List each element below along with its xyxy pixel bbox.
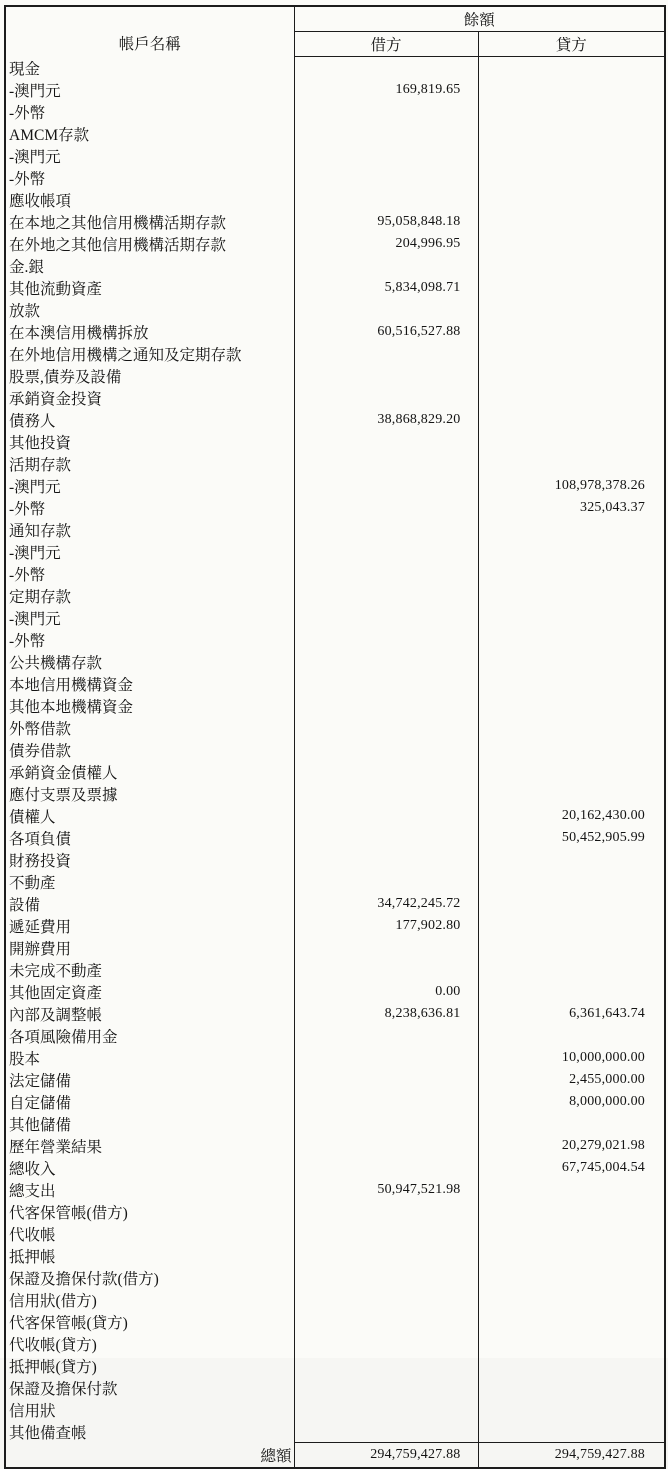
credit-value-cell bbox=[478, 123, 665, 145]
credit-value-cell bbox=[478, 255, 665, 277]
credit-value-cell bbox=[478, 1245, 665, 1267]
debit-value-cell bbox=[294, 255, 478, 277]
table-footer bbox=[5, 1443, 665, 1468]
table-row bbox=[5, 475, 665, 497]
debit-value-cell: 169,819.65 bbox=[294, 79, 478, 101]
debit-value-cell bbox=[294, 849, 478, 871]
account-name-cell: 代客保管帳(貸方) bbox=[5, 1311, 294, 1333]
debit-value-cell bbox=[294, 1223, 478, 1245]
account-name-cell: 外幣借款 bbox=[5, 717, 294, 739]
table-row bbox=[5, 1069, 665, 1091]
debit-value-cell: 34,742,245.72 bbox=[294, 893, 478, 915]
debit-value-cell bbox=[294, 1157, 478, 1179]
account-name-cell: 股票,債券及設備 bbox=[5, 365, 294, 387]
debit-value-cell bbox=[294, 1289, 478, 1311]
table-row bbox=[5, 1333, 665, 1355]
account-name-cell: 不動產 bbox=[5, 871, 294, 893]
table-row bbox=[5, 915, 665, 937]
debit-value-cell: 95,058,848.18 bbox=[294, 211, 478, 233]
account-name-cell: 總支出 bbox=[5, 1179, 294, 1201]
credit-value-cell bbox=[478, 959, 665, 981]
table-row bbox=[5, 651, 665, 673]
account-name-cell: 本地信用機構資金 bbox=[5, 673, 294, 695]
table-row bbox=[5, 585, 665, 607]
account-name-cell: 在外地之其他信用機構活期存款 bbox=[5, 233, 294, 255]
account-name-cell: 現金 bbox=[5, 57, 294, 79]
debit-value-cell bbox=[294, 717, 478, 739]
account-name-cell: 法定儲備 bbox=[5, 1069, 294, 1091]
debit-value-cell bbox=[294, 805, 478, 827]
debit-value-cell bbox=[294, 651, 478, 673]
debit-value-cell: 38,868,829.20 bbox=[294, 409, 478, 431]
table-row bbox=[5, 1421, 665, 1443]
debit-value-cell: 0.00 bbox=[294, 981, 478, 1003]
credit-value-cell bbox=[478, 57, 665, 79]
credit-value-cell bbox=[478, 189, 665, 211]
table-row bbox=[5, 409, 665, 431]
debit-value-cell bbox=[294, 673, 478, 695]
debit-value-cell: 177,902.80 bbox=[294, 915, 478, 937]
credit-value-cell bbox=[478, 277, 665, 299]
account-name-cell: 內部及調整帳 bbox=[5, 1003, 294, 1025]
account-name-cell: 未完成不動產 bbox=[5, 959, 294, 981]
column-header-credit: 貸方 bbox=[478, 32, 665, 57]
account-name-cell: -澳門元 bbox=[5, 541, 294, 563]
debit-value-cell bbox=[294, 1421, 478, 1443]
credit-value-cell bbox=[478, 1399, 665, 1421]
debit-value-cell bbox=[294, 607, 478, 629]
credit-value-cell: 50,452,905.99 bbox=[561, 829, 646, 845]
debit-value-cell: 60,516,527.88 bbox=[294, 321, 478, 343]
credit-value-cell bbox=[478, 387, 665, 409]
credit-value-cell: 108,978,378.26 bbox=[554, 477, 646, 493]
account-name-cell: 信用狀 bbox=[5, 1399, 294, 1421]
table-row bbox=[5, 673, 665, 695]
table-row bbox=[5, 123, 665, 145]
account-name-cell: 其他本地機構資金 bbox=[5, 695, 294, 717]
account-name-cell: 信用狀(借方) bbox=[5, 1289, 294, 1311]
credit-value-cell bbox=[478, 981, 665, 1003]
column-header-account-name: 帳戶名稱 bbox=[5, 6, 294, 57]
credit-value-cell bbox=[478, 321, 665, 343]
table-row bbox=[5, 937, 665, 959]
debit-value-cell: 5,834,098.71 bbox=[294, 277, 478, 299]
credit-value-cell bbox=[478, 563, 665, 585]
debit-value-cell bbox=[294, 541, 478, 563]
table-row bbox=[5, 1135, 665, 1157]
account-name-cell: -澳門元 bbox=[5, 79, 294, 101]
account-name-cell: 在外地信用機構之通知及定期存款 bbox=[5, 343, 294, 365]
credit-value-cell: 67,745,004.54 bbox=[561, 1159, 646, 1175]
column-header-balance: 餘額 bbox=[294, 6, 665, 32]
credit-value-cell bbox=[478, 1201, 665, 1223]
debit-value-cell bbox=[294, 1201, 478, 1223]
table-row bbox=[5, 299, 665, 321]
credit-value-cell bbox=[478, 1421, 665, 1443]
debit-value-cell bbox=[294, 497, 478, 519]
account-name-cell: 債券借款 bbox=[5, 739, 294, 761]
debit-value-cell bbox=[294, 959, 478, 981]
credit-value-cell bbox=[478, 1179, 665, 1201]
account-name-cell: 其他投資 bbox=[5, 431, 294, 453]
debit-value-cell bbox=[294, 629, 478, 651]
credit-value-cell bbox=[478, 607, 665, 629]
credit-value-cell: 2,455,000.00 bbox=[569, 1071, 646, 1087]
credit-value-cell bbox=[478, 893, 665, 915]
credit-value-cell bbox=[478, 739, 665, 761]
debit-value-cell bbox=[294, 167, 478, 189]
debit-value-cell bbox=[294, 475, 478, 497]
account-name-cell: -外幣 bbox=[5, 497, 294, 519]
table-row bbox=[5, 233, 665, 255]
debit-value-cell bbox=[294, 1377, 478, 1399]
debit-value-cell: 8,238,636.81 bbox=[294, 1003, 478, 1025]
credit-value-cell bbox=[478, 937, 665, 959]
account-name-cell: 財務投資 bbox=[5, 849, 294, 871]
debit-value-cell bbox=[294, 695, 478, 717]
column-header-debit: 借方 bbox=[294, 32, 478, 57]
table-row bbox=[5, 387, 665, 409]
credit-value-cell: 10,000,000.00 bbox=[561, 1049, 646, 1065]
account-name-cell: 應付支票及票據 bbox=[5, 783, 294, 805]
credit-value-cell bbox=[478, 915, 665, 937]
account-name-cell: 自定儲備 bbox=[5, 1091, 294, 1113]
debit-value-cell bbox=[294, 1399, 478, 1421]
debit-value-cell bbox=[294, 783, 478, 805]
account-name-cell: 應收帳項 bbox=[5, 189, 294, 211]
debit-value-cell bbox=[294, 101, 478, 123]
table-row bbox=[5, 695, 665, 717]
credit-value-cell bbox=[478, 1377, 665, 1399]
credit-value-cell bbox=[478, 233, 665, 255]
debit-value-cell bbox=[294, 1025, 478, 1047]
debit-value-cell bbox=[294, 563, 478, 585]
table-row bbox=[5, 981, 665, 1003]
account-name-cell: 設備 bbox=[5, 893, 294, 915]
debit-value-cell bbox=[294, 1135, 478, 1157]
table-row bbox=[5, 277, 665, 299]
credit-value-cell: 6,361,643.74 bbox=[569, 1005, 646, 1021]
debit-value-cell bbox=[294, 871, 478, 893]
account-name-cell: 公共機構存款 bbox=[5, 651, 294, 673]
table-row bbox=[5, 1399, 665, 1421]
credit-value-cell bbox=[478, 1289, 665, 1311]
credit-value-cell bbox=[478, 1311, 665, 1333]
table-row bbox=[5, 431, 665, 453]
debit-value-cell bbox=[294, 365, 478, 387]
debit-value-cell bbox=[294, 827, 478, 849]
credit-value-cell bbox=[478, 167, 665, 189]
debit-value-cell bbox=[294, 585, 478, 607]
account-name-cell: -澳門元 bbox=[5, 607, 294, 629]
credit-value-cell bbox=[478, 673, 665, 695]
table-row bbox=[5, 1157, 665, 1179]
table-row bbox=[5, 519, 665, 541]
debit-value-cell bbox=[294, 1333, 478, 1355]
table-body bbox=[5, 57, 665, 1443]
debit-value-cell bbox=[294, 761, 478, 783]
table-row bbox=[5, 607, 665, 629]
table-row bbox=[5, 849, 665, 871]
table-row bbox=[5, 959, 665, 981]
account-name-cell: 抵押帳(貸方) bbox=[5, 1355, 294, 1377]
debit-value-cell bbox=[294, 1113, 478, 1135]
table-row bbox=[5, 871, 665, 893]
account-name-cell: 其他備查帳 bbox=[5, 1421, 294, 1443]
total-label: 總額 bbox=[5, 1443, 294, 1468]
account-name-cell: 金.銀 bbox=[5, 255, 294, 277]
table-row bbox=[5, 79, 665, 101]
credit-value-cell bbox=[478, 519, 665, 541]
credit-value-cell bbox=[478, 79, 665, 101]
account-name-cell: 抵押帳 bbox=[5, 1245, 294, 1267]
table-row bbox=[5, 1267, 665, 1289]
account-name-cell: 保證及擔保付款 bbox=[5, 1377, 294, 1399]
debit-value-cell bbox=[294, 1245, 478, 1267]
account-name-cell: 保證及擔保付款(借方) bbox=[5, 1267, 294, 1289]
table-row bbox=[5, 739, 665, 761]
credit-value-cell: 20,162,430.00 bbox=[561, 807, 646, 823]
table-row bbox=[5, 365, 665, 387]
account-name-cell: 承銷資金投資 bbox=[5, 387, 294, 409]
table-row bbox=[5, 145, 665, 167]
credit-value-cell bbox=[478, 761, 665, 783]
table-row bbox=[5, 1179, 665, 1201]
debit-value-cell bbox=[294, 1267, 478, 1289]
debit-value-cell bbox=[294, 519, 478, 541]
table-row bbox=[5, 1377, 665, 1399]
account-name-cell: 開辦費用 bbox=[5, 937, 294, 959]
table-row bbox=[5, 189, 665, 211]
debit-value-cell bbox=[294, 145, 478, 167]
table-row bbox=[5, 783, 665, 805]
table-row bbox=[5, 893, 665, 915]
table-row bbox=[5, 57, 665, 79]
account-name-cell: AMCM存款 bbox=[5, 123, 294, 145]
debit-value-cell bbox=[294, 937, 478, 959]
table-row bbox=[5, 805, 665, 827]
account-name-cell: 總收入 bbox=[5, 1157, 294, 1179]
credit-value-cell bbox=[478, 629, 665, 651]
debit-value-cell: 204,996.95 bbox=[294, 233, 478, 255]
account-name-cell: -外幣 bbox=[5, 629, 294, 651]
credit-value-cell bbox=[478, 211, 665, 233]
credit-value-cell bbox=[478, 365, 665, 387]
credit-value-cell: 20,279,021.98 bbox=[561, 1137, 646, 1153]
table-row bbox=[5, 101, 665, 123]
total-row bbox=[5, 1443, 665, 1468]
account-name-cell: 定期存款 bbox=[5, 585, 294, 607]
debit-value-cell: 50,947,521.98 bbox=[294, 1179, 478, 1201]
account-name-cell: 各項風險備用金 bbox=[5, 1025, 294, 1047]
account-name-cell: 債權人 bbox=[5, 805, 294, 827]
table-row bbox=[5, 563, 665, 585]
credit-value-cell bbox=[478, 1025, 665, 1047]
table-row bbox=[5, 497, 665, 519]
credit-value-cell bbox=[478, 1267, 665, 1289]
table-row bbox=[5, 1245, 665, 1267]
table-row bbox=[5, 1201, 665, 1223]
table-row bbox=[5, 1113, 665, 1135]
credit-value-cell bbox=[478, 651, 665, 673]
debit-value-cell bbox=[294, 123, 478, 145]
account-name-cell: -澳門元 bbox=[5, 145, 294, 167]
total-credit-value: 294,759,427.88 bbox=[478, 1443, 665, 1468]
account-name-cell: 遞延費用 bbox=[5, 915, 294, 937]
debit-value-cell bbox=[294, 1311, 478, 1333]
table-row bbox=[5, 761, 665, 783]
credit-value-cell: 325,043.37 bbox=[580, 499, 646, 515]
trial-balance-table bbox=[4, 5, 666, 1469]
debit-value-cell bbox=[294, 739, 478, 761]
credit-value-cell bbox=[478, 695, 665, 717]
debit-value-cell bbox=[294, 343, 478, 365]
credit-value-cell bbox=[478, 343, 665, 365]
credit-value-cell bbox=[478, 541, 665, 563]
total-debit-value: 294,759,427.88 bbox=[294, 1443, 478, 1468]
account-name-cell: -澳門元 bbox=[5, 475, 294, 497]
credit-value-cell bbox=[478, 145, 665, 167]
table-row bbox=[5, 211, 665, 233]
account-name-cell: 在本地之其他信用機構活期存款 bbox=[5, 211, 294, 233]
credit-value-cell bbox=[478, 849, 665, 871]
account-name-cell: 活期存款 bbox=[5, 453, 294, 475]
table-row bbox=[5, 629, 665, 651]
credit-value-cell bbox=[478, 409, 665, 431]
debit-value-cell bbox=[294, 57, 478, 79]
debit-value-cell bbox=[294, 387, 478, 409]
account-name-cell: -外幣 bbox=[5, 563, 294, 585]
credit-value-cell bbox=[478, 1113, 665, 1135]
account-name-cell: 承銷資金債權人 bbox=[5, 761, 294, 783]
table-row bbox=[5, 1223, 665, 1245]
credit-value-cell: 8,000,000.00 bbox=[569, 1093, 646, 1109]
account-name-cell: 代收帳(貸方) bbox=[5, 1333, 294, 1355]
credit-value-cell bbox=[478, 101, 665, 123]
table-row bbox=[5, 1025, 665, 1047]
account-name-cell: 在本澳信用機構拆放 bbox=[5, 321, 294, 343]
account-name-cell: 其他流動資產 bbox=[5, 277, 294, 299]
credit-value-cell bbox=[478, 1333, 665, 1355]
table-header bbox=[5, 6, 665, 57]
credit-value-cell bbox=[478, 453, 665, 475]
account-name-cell: -外幣 bbox=[5, 101, 294, 123]
debit-value-cell bbox=[294, 431, 478, 453]
table-row bbox=[5, 167, 665, 189]
table-row bbox=[5, 1003, 665, 1025]
table-row bbox=[5, 1311, 665, 1333]
table-row bbox=[5, 453, 665, 475]
table-row bbox=[5, 1047, 665, 1069]
account-name-cell: 其他固定資產 bbox=[5, 981, 294, 1003]
account-name-cell: 歷年營業結果 bbox=[5, 1135, 294, 1157]
table-row bbox=[5, 321, 665, 343]
debit-value-cell bbox=[294, 1069, 478, 1091]
debit-value-cell bbox=[294, 1091, 478, 1113]
table-row bbox=[5, 717, 665, 739]
table-row bbox=[5, 541, 665, 563]
account-name-cell: 債務人 bbox=[5, 409, 294, 431]
credit-value-cell bbox=[478, 717, 665, 739]
account-name-cell: 股本 bbox=[5, 1047, 294, 1069]
account-name-cell: 放款 bbox=[5, 299, 294, 321]
account-name-cell: 通知存款 bbox=[5, 519, 294, 541]
credit-value-cell bbox=[478, 1223, 665, 1245]
account-name-cell: 代客保管帳(借方) bbox=[5, 1201, 294, 1223]
credit-value-cell bbox=[478, 299, 665, 321]
account-name-cell: 各項負債 bbox=[5, 827, 294, 849]
account-name-cell: -外幣 bbox=[5, 167, 294, 189]
debit-value-cell bbox=[294, 1047, 478, 1069]
credit-value-cell bbox=[478, 783, 665, 805]
table-row bbox=[5, 1289, 665, 1311]
table-row bbox=[5, 343, 665, 365]
debit-value-cell bbox=[294, 189, 478, 211]
debit-value-cell bbox=[294, 453, 478, 475]
table-row bbox=[5, 827, 665, 849]
credit-value-cell bbox=[478, 431, 665, 453]
table-row bbox=[5, 1091, 665, 1113]
account-name-cell: 其他儲備 bbox=[5, 1113, 294, 1135]
credit-value-cell bbox=[478, 585, 665, 607]
account-name-cell: 代收帳 bbox=[5, 1223, 294, 1245]
table-row bbox=[5, 255, 665, 277]
debit-value-cell bbox=[294, 299, 478, 321]
credit-value-cell bbox=[478, 871, 665, 893]
